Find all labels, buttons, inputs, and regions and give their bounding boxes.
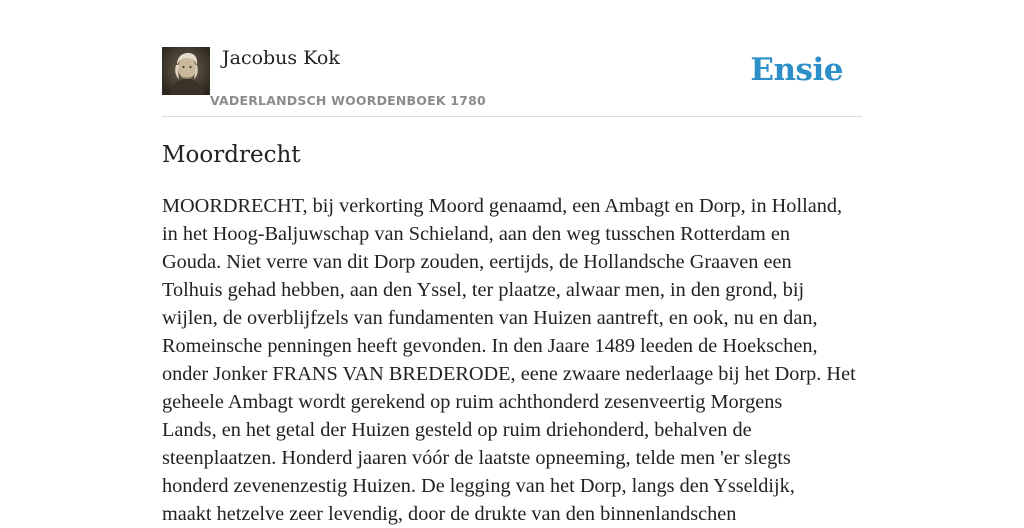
- body-line: geheele Ambagt wordt gerekend op ruim achthonderd zesenveertig Morgens: [162, 391, 783, 413]
- author-name[interactable]: Jacobus Kok: [222, 47, 340, 69]
- source-label[interactable]: VADERLANDSCH WOORDENBOEK 1780: [210, 93, 486, 108]
- body-line: honderd zevenenzestig Huizen. De legging van het Dorp, langs den Ysseldijk,: [162, 475, 795, 497]
- article-title: Moordrecht: [162, 142, 301, 168]
- body-line: maakt hetzelve zeer levendig, door de drukte van den binnenlandschen: [162, 503, 737, 525]
- article-body: [162, 192, 862, 528]
- body-line: Tolhuis gehad hebben, aan den Yssel, ter plaatze, alwaar men, in den grond, bij: [162, 279, 805, 301]
- body-line: steenplaatzen. Honderd jaaren vóór de laatste opneeming, telde men 'er slegts: [162, 447, 791, 469]
- author-avatar[interactable]: [162, 47, 210, 95]
- header: [162, 46, 862, 117]
- portrait-image: [162, 47, 210, 95]
- body-line: in het Hoog-Baljuwschap van Schieland, aan den weg tusschen Rotterdam en: [162, 223, 790, 245]
- ensie-logo-link[interactable]: Ensie: [750, 52, 843, 88]
- body-line: Romeinsche penningen heeft gevonden. In den Jaare 1489 leeden de Hoekschen,: [162, 335, 818, 357]
- body-line: wijlen, de overblijfzels van fundamenten van Huizen aantreft, en ook, nu en dan,: [162, 307, 818, 329]
- body-line: Gouda. Niet verre van dit Dorp zouden, eertijds, de Hollandsche Graaven een: [162, 251, 792, 273]
- body-line: onder Jonker FRANS VAN BREDERODE, eene zwaare nederlaage bij het Dorp. Het: [162, 363, 856, 385]
- body-line: MOORDRECHT, bij verkorting Moord genaamd, een Ambagt en Dorp, in Holland,: [162, 195, 843, 217]
- body-line: Lands, en het getal der Huizen gesteld op ruim driehonderd, behalven de: [162, 419, 752, 441]
